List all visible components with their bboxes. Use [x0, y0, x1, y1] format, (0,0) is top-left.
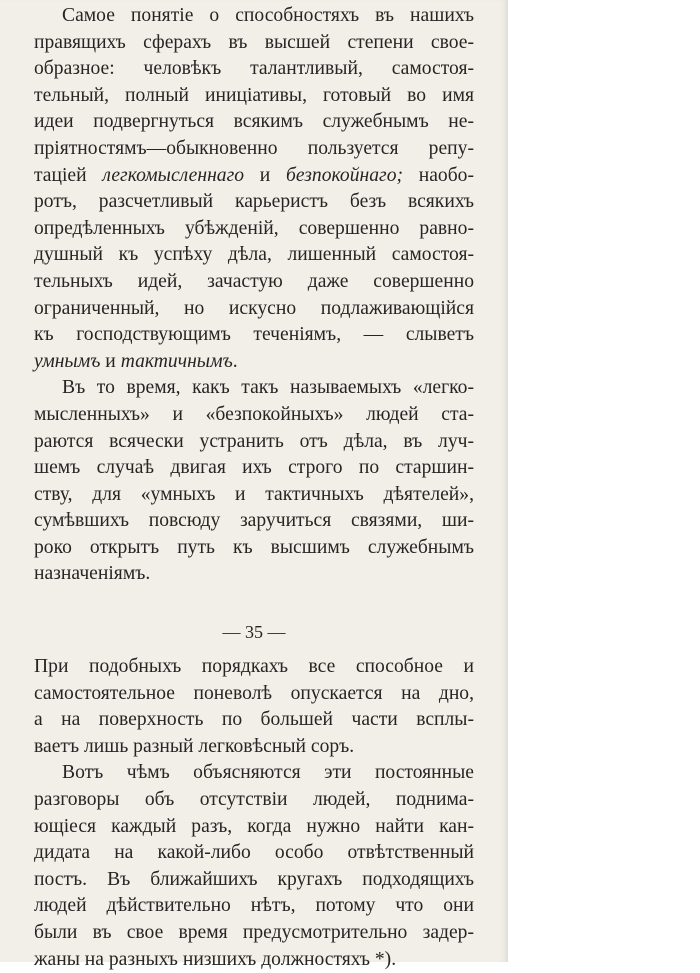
- text-line: [34, 429, 474, 456]
- text-block-top: [34, 3, 474, 588]
- text-run: постъ. Въ ближайшихъ кругахъ подходящихъ: [34, 868, 474, 890]
- paragraph: [34, 760, 474, 973]
- italic-text: тактичнымъ: [120, 350, 233, 372]
- text-line: [34, 402, 474, 429]
- text-run: Вотъ чѣмъ объясняются эти постоянные: [62, 762, 474, 784]
- text-run: идеи подвергнуться всякимъ служебнымъ не-: [34, 111, 474, 133]
- text-run: ваетъ лишь разный легковѣсный соръ.: [34, 735, 355, 757]
- text-run: и: [244, 164, 286, 186]
- text-run: Самое понятіе о способностяхъ въ нашихъ: [62, 5, 474, 26]
- text-line: [34, 242, 474, 269]
- text-line: [34, 920, 474, 947]
- text-block-bottom: [34, 654, 474, 973]
- text-line: [34, 56, 474, 83]
- text-run: ству, для «умныхъ и тактичныхъ дѣятелей»,: [34, 483, 474, 505]
- text-run: самостоятельное поневолѣ опускается на дно,: [34, 682, 474, 704]
- text-line: [34, 3, 474, 30]
- text-run: Въ то время, какъ такъ называемыхъ «легко-: [62, 377, 474, 399]
- text-run: ротъ, разсчетливый карьеристъ безъ всякихъ: [34, 191, 474, 213]
- text-line: [34, 734, 474, 761]
- text-line: [34, 814, 474, 841]
- text-run: сумѣвшихъ повсюду заручиться связями, ши-: [34, 510, 474, 532]
- text-run: душный къ успѣху дѣла, лишенный самостоя-: [34, 244, 474, 266]
- text-run: пріятностямъ—обыкновенно пользуется репу-: [34, 137, 474, 159]
- text-line: [34, 109, 474, 136]
- text-line: [34, 893, 474, 920]
- italic-text: умнымъ: [34, 350, 101, 372]
- text-run: шемъ случаѣ двигая ихъ строго по старшин-: [34, 457, 474, 479]
- text-run: разговоры объ отсутствіи людей, поднима-: [34, 788, 474, 810]
- text-line: [34, 30, 474, 57]
- text-line: [34, 163, 474, 190]
- text-line: [34, 375, 474, 402]
- text-run: таціей: [34, 164, 103, 186]
- text-run: ющіеся каждый разъ, когда нужно найти кан-: [34, 815, 474, 837]
- text-run: наобо-: [403, 164, 474, 186]
- text-line: [34, 83, 474, 110]
- text-run: ограниченный, но искусно подлаживающійся: [34, 297, 474, 319]
- italic-text: легкомысленнаго: [102, 164, 245, 186]
- paragraph: [34, 375, 474, 588]
- page-number: — 35 —: [222, 622, 286, 642]
- text-run: людей дѣйствительно нѣтъ, потому что они: [34, 895, 474, 917]
- italic-text: безпокойнаго;: [285, 164, 404, 186]
- text-line: [34, 681, 474, 708]
- text-line: [34, 269, 474, 296]
- text-line: [34, 349, 474, 376]
- paragraph: [34, 654, 474, 760]
- text-run: раются всячески устранить отъ дѣла, въ луч-: [34, 430, 474, 452]
- text-line: [34, 760, 474, 787]
- paragraph: [34, 3, 474, 375]
- text-run: были въ свое время предусмотрительно задер-: [34, 921, 474, 943]
- text-run: дидата на какой-либо особо отвѣтственный: [34, 842, 474, 864]
- text-run: жаны на разныхъ низшихъ должностяхъ *).: [34, 948, 397, 970]
- text-run: .: [232, 350, 238, 372]
- text-run: и: [100, 350, 121, 372]
- text-line: [34, 840, 474, 867]
- text-line: [34, 867, 474, 894]
- text-line: [34, 189, 474, 216]
- text-run: а на поверхность по большей части всплы-: [34, 709, 474, 731]
- text-run: опредѣленныхъ убѣжденій, совершенно равно-: [34, 217, 474, 239]
- text-line: [34, 216, 474, 243]
- text-line: [34, 482, 474, 509]
- text-line: [34, 787, 474, 814]
- text-run: роко открытъ путь къ высшимъ служебнымъ: [34, 536, 474, 558]
- text-run: тельныхъ идей, зачастую даже совершенно: [34, 270, 474, 292]
- text-line: [34, 455, 474, 482]
- text-run: мысленныхъ» и «безпокойныхъ» людей ста-: [34, 403, 474, 425]
- text-line: [34, 296, 474, 323]
- text-line: [34, 508, 474, 535]
- text-run: назначеніямъ.: [34, 563, 151, 585]
- text-line: [34, 947, 474, 973]
- text-run: образное: человѣкъ талантливый, самостоя-: [34, 58, 474, 80]
- text-line: [34, 561, 474, 588]
- text-run: При подобныхъ порядкахъ все способное и: [34, 656, 474, 677]
- text-run: тельный, полный иниціативы, готовый во имя: [34, 84, 474, 106]
- text-line: [34, 535, 474, 562]
- text-line: [34, 654, 474, 681]
- text-run: къ господствующимъ теченіямъ, — слыветъ: [34, 324, 474, 346]
- text-run: правящихъ сферахъ въ высшей степени свое-: [34, 31, 474, 53]
- text-line: [34, 136, 474, 163]
- text-line: [34, 707, 474, 734]
- text-line: [34, 322, 474, 349]
